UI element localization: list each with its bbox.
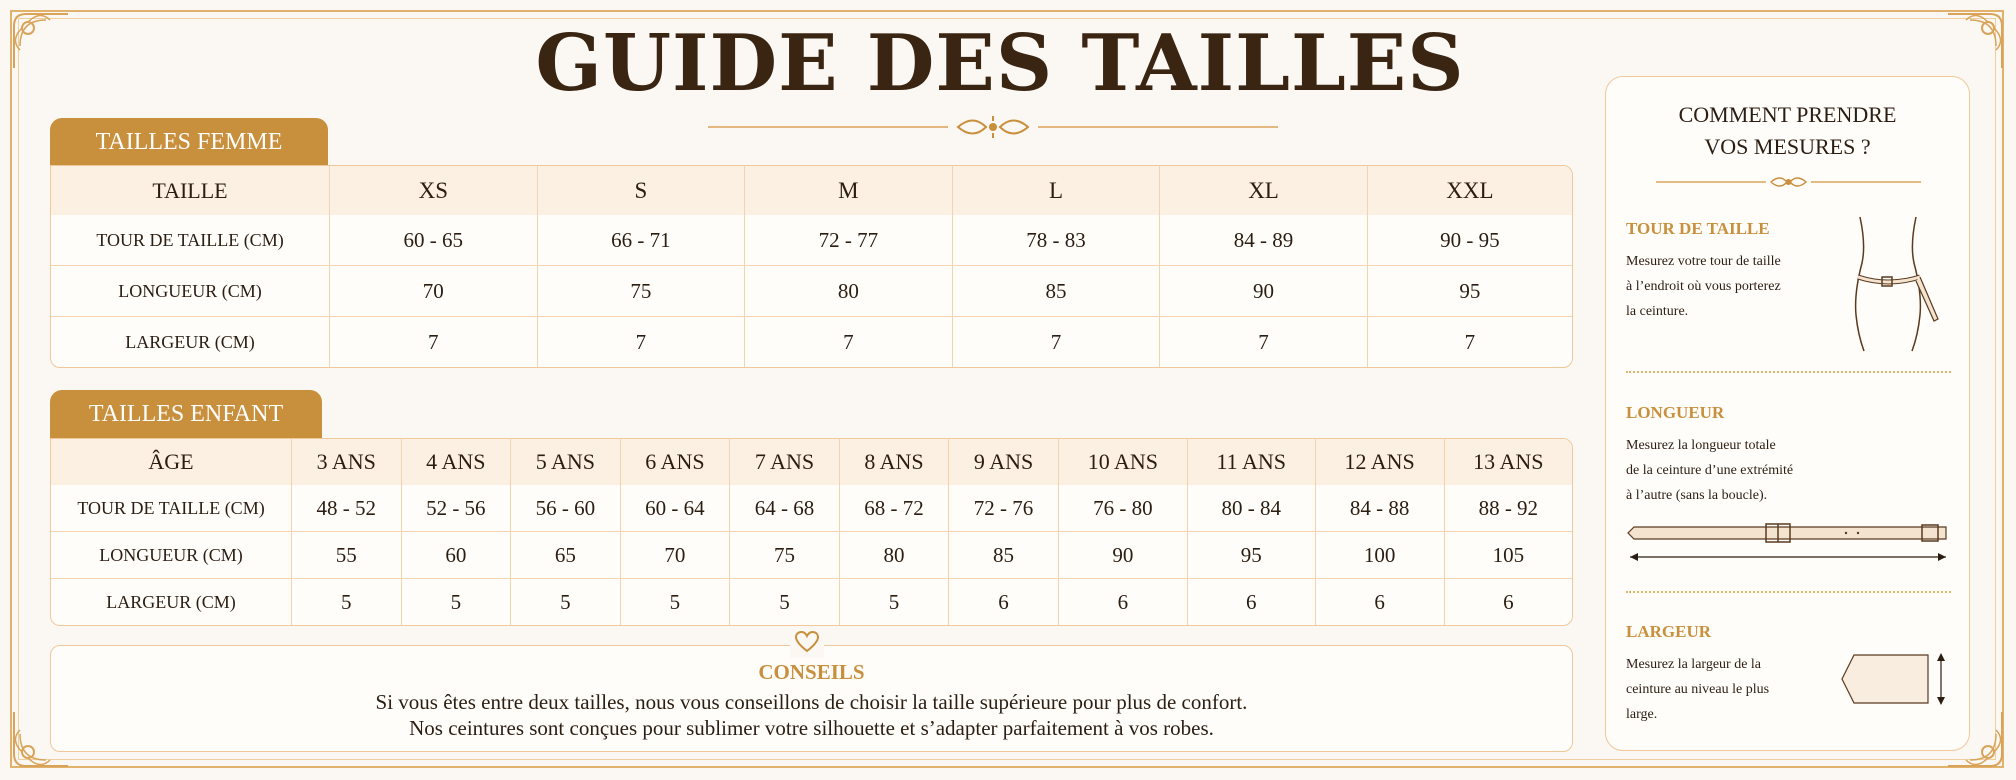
table-header-row bbox=[51, 166, 1572, 215]
text-line: ceinture au niveau le plus bbox=[1626, 682, 1770, 697]
section-title-largeur: LARGEUR bbox=[1626, 622, 1712, 641]
table-tailles-enfant bbox=[50, 438, 1573, 626]
scroll-ornament-icon bbox=[708, 112, 1278, 142]
text-line: de la ceinture d’une extrémité bbox=[1626, 463, 1794, 478]
text-line: Mesurez votre tour de taille bbox=[1626, 254, 1781, 269]
tab-tailles-femme: TAILLES FEMME bbox=[50, 118, 328, 166]
section-title-tour-de-taille: TOUR DE TAILLE bbox=[1626, 219, 1770, 238]
table-cell: 90 bbox=[1059, 532, 1188, 579]
table-cell: 6 bbox=[1059, 579, 1188, 625]
table-cell: 52 - 56 bbox=[402, 485, 512, 532]
size-header: XXL bbox=[1368, 166, 1572, 215]
table-cell: 95 bbox=[1188, 532, 1316, 579]
table-cell: 80 - 84 bbox=[1188, 485, 1316, 532]
table-cell: 78 - 83 bbox=[953, 215, 1161, 266]
size-header: M bbox=[745, 166, 953, 215]
table-cell: 55 bbox=[292, 532, 402, 579]
table-row bbox=[51, 485, 1572, 532]
conseils-title: CONSEILS bbox=[758, 660, 865, 684]
table-row bbox=[51, 317, 1572, 367]
belt-length-icon bbox=[1626, 517, 1951, 567]
row-label: LONGUEUR (CM) bbox=[51, 266, 330, 317]
row-label: LONGUEUR (CM) bbox=[51, 532, 292, 579]
table-cell: 6 bbox=[1188, 579, 1316, 625]
table-cell: 84 - 88 bbox=[1316, 485, 1445, 532]
table-cell: 80 bbox=[840, 532, 950, 579]
table-cell: 70 bbox=[621, 532, 731, 579]
table-cell: 70 bbox=[330, 266, 538, 317]
table-cell: 7 bbox=[1160, 317, 1368, 367]
panel-title-line: VOS MESURES ? bbox=[1704, 134, 1871, 159]
age-header: 6 ANS bbox=[621, 439, 731, 485]
table-cell: 60 - 65 bbox=[330, 215, 538, 266]
table-cell: 6 bbox=[949, 579, 1059, 625]
table-row bbox=[51, 215, 1572, 266]
heart-icon bbox=[790, 630, 824, 658]
table-header-row bbox=[51, 439, 1572, 485]
table-row bbox=[51, 266, 1572, 317]
table-cell: 66 - 71 bbox=[538, 215, 746, 266]
table-cell: 76 - 80 bbox=[1059, 485, 1188, 532]
table-cell: 60 bbox=[402, 532, 512, 579]
table-cell: 80 bbox=[745, 266, 953, 317]
panel-title-line: COMMENT PRENDRE bbox=[1678, 102, 1897, 127]
table-cell: 5 bbox=[292, 579, 402, 625]
table-cell: 5 bbox=[402, 579, 512, 625]
section-text bbox=[1626, 652, 1769, 727]
section-text bbox=[1626, 249, 1781, 324]
divider bbox=[1626, 371, 1951, 373]
belt-width-icon bbox=[1836, 649, 1951, 709]
row-label: LARGEUR (CM) bbox=[51, 317, 330, 367]
conseils-box bbox=[50, 645, 1573, 752]
tab-tailles-enfant: TAILLES ENFANT bbox=[50, 390, 322, 438]
section-text bbox=[1626, 433, 1793, 508]
age-header: 9 ANS bbox=[949, 439, 1059, 485]
panel-title bbox=[1606, 99, 1969, 163]
table-cell: 64 - 68 bbox=[730, 485, 840, 532]
text-line: Mesurez la largeur de la bbox=[1626, 657, 1762, 672]
table-cell: 56 - 60 bbox=[511, 485, 621, 532]
table-tailles-femme bbox=[50, 165, 1573, 368]
age-header: 11 ANS bbox=[1188, 439, 1316, 485]
conseils-text: Si vous êtes entre deux tailles, nous vous conseillons de choisir la taille supérieure pour plus de confort. bbox=[375, 690, 1248, 714]
table-cell: 7 bbox=[330, 317, 538, 367]
text-line: large. bbox=[1626, 707, 1658, 722]
table-row bbox=[51, 532, 1572, 579]
age-header: 12 ANS bbox=[1316, 439, 1445, 485]
table-cell: 75 bbox=[538, 266, 746, 317]
table-cell: 5 bbox=[511, 579, 621, 625]
header-label: TAILLE bbox=[51, 166, 330, 215]
table-cell: 5 bbox=[621, 579, 731, 625]
section-title-longueur: LONGUEUR bbox=[1626, 403, 1725, 422]
table-cell: 100 bbox=[1316, 532, 1445, 579]
table-cell: 105 bbox=[1445, 532, 1572, 579]
table-cell: 90 - 95 bbox=[1368, 215, 1572, 266]
age-header: 13 ANS bbox=[1445, 439, 1572, 485]
table-cell: 85 bbox=[953, 266, 1161, 317]
table-cell: 6 bbox=[1316, 579, 1445, 625]
waist-figure-icon bbox=[1838, 215, 1948, 355]
table-cell: 65 bbox=[511, 532, 621, 579]
table-cell: 6 bbox=[1503, 589, 1514, 614]
age-header: 10 ANS bbox=[1059, 439, 1188, 485]
row-label: TOUR DE TAILLE (CM) bbox=[51, 485, 292, 532]
table-cell: 84 - 89 bbox=[1160, 215, 1368, 266]
age-header: 7 ANS bbox=[730, 439, 840, 485]
text-line: à l’autre (sans la boucle). bbox=[1626, 488, 1768, 503]
text-line: Mesurez la longueur totale bbox=[1626, 438, 1776, 453]
conseils-text: Nos ceintures sont conçues pour sublimer votre silhouette et s’adapter parfaitement à vos robes. bbox=[409, 716, 1214, 740]
table-cell: 75 bbox=[730, 532, 840, 579]
table-cell: 95 bbox=[1368, 266, 1572, 317]
scroll-ornament-icon bbox=[1656, 172, 1921, 192]
table-row bbox=[51, 579, 1572, 625]
row-label: TOUR DE TAILLE (CM) bbox=[51, 215, 330, 266]
table-cell: 60 - 64 bbox=[621, 485, 731, 532]
table-cell: 48 - 52 bbox=[292, 485, 402, 532]
size-header: S bbox=[538, 166, 746, 215]
table-cell: 85 bbox=[949, 532, 1059, 579]
table-cell: 68 - 72 bbox=[840, 485, 950, 532]
age-header: 4 ANS bbox=[402, 439, 512, 485]
table-cell: 5 bbox=[730, 579, 840, 625]
divider bbox=[1626, 591, 1951, 593]
table-cell: 7 bbox=[1464, 329, 1476, 354]
page-title: GUIDE DES TAILLES bbox=[535, 18, 1465, 109]
measure-panel bbox=[1605, 76, 1970, 751]
age-header: 5 ANS bbox=[511, 439, 621, 485]
age-header: 8 ANS bbox=[840, 439, 950, 485]
size-header: XS bbox=[330, 166, 538, 215]
table-cell: 7 bbox=[953, 317, 1161, 367]
table-cell: 72 - 76 bbox=[949, 485, 1059, 532]
text-line: la ceinture. bbox=[1626, 304, 1689, 319]
size-header: L bbox=[953, 166, 1161, 215]
table-cell: 88 - 92 bbox=[1445, 485, 1572, 532]
table-cell: 7 bbox=[538, 317, 746, 367]
table-cell: 90 bbox=[1160, 266, 1368, 317]
text-line: à l’endroit où vous porterez bbox=[1626, 279, 1781, 294]
row-label: LARGEUR (CM) bbox=[51, 579, 292, 625]
header-label: ÂGE bbox=[51, 439, 292, 485]
table-cell: 72 - 77 bbox=[745, 215, 953, 266]
table-cell: 5 bbox=[840, 579, 950, 625]
size-header: XL bbox=[1160, 166, 1368, 215]
table-cell: 7 bbox=[745, 317, 953, 367]
age-header: 3 ANS bbox=[292, 439, 402, 485]
